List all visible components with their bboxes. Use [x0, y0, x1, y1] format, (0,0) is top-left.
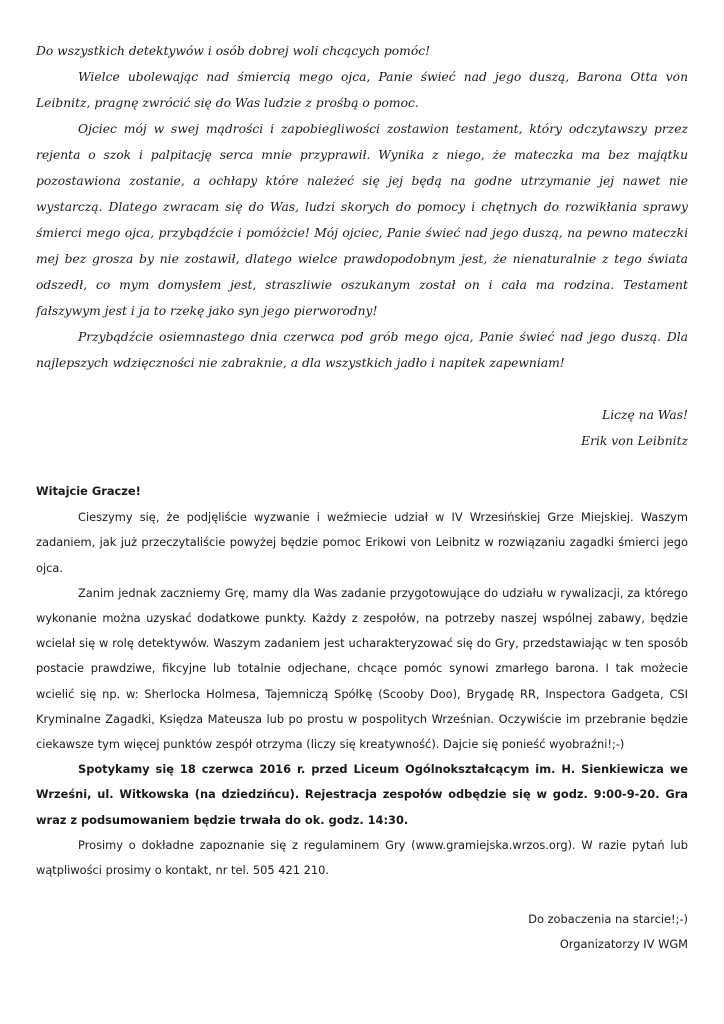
- announcement-closing: Do zobaczenia na starcie!;-): [528, 912, 688, 927]
- letter-paragraph: Wielce ubolewając nad śmiercią mego ojca, Panie świeć nad jego duszą, Barona Otta von Leibnitz, pragnę zwrócić się do Was ludzie z prośbą o pomoc.: [36, 70, 688, 110]
- announcement-signature-block: [36, 907, 688, 957]
- announcement-section: [36, 479, 688, 958]
- letter-salutation: Do wszystkich detektywów i osób dobrej woli chcących pomóc!: [36, 44, 431, 58]
- announcement-paragraph: Cieszymy się, że podjęliście wyzwanie i weźmiecie udział w IV Wrzesińskiej Grze Miejskiej. Waszym zadaniem, jak już przeczytaliście powyżej będzie pomoc Erikowi von Leibnitz w rozwiązaniu zagadki śmierci jego ojca.: [36, 510, 688, 575]
- announcement-heading: Witajcie Gracze!: [36, 484, 141, 498]
- letter-closing: Liczę na Was!: [602, 408, 688, 422]
- announcement-contact-info: Prosimy o dokładne zapoznanie się z regulaminem Gry (www.gramiejska.wrzos.org). W razie pytań lub wątpliwości prosimy o kontakt, nr tel. 505 421 210.: [36, 837, 688, 878]
- letter-section: [36, 38, 688, 454]
- letter-paragraph: Ojciec mój w swej mądrości i zapobiegliwości zostawion testament, który odczytawszy przez rejenta o szok i palpitację serca mnie przyprawił. Wynika z niego, że mateczka ma bez majątku pozostawiona zostanie, a ochłapy które należeć się jej będą na godne utrzymanie jej nawet nie wystarczą. Dlatego zwracam się do Was, ludzi skorych do pomocy i chętnych do rozwikłania sprawy śmierci mego ojca, przybądźcie i pomóżcie! Mój ojciec, Panie świeć nad jego duszą, na pewno mateczki mej bez grosza by nie zostawił, dlatego wielce prawdopodobnym jest, że nienaturalnie z tego świata odszedł, co mym domysłem jest, straszliwie oszukanym został on i cała ma rodzina. Testament fałszywym jest i ja to rzekę jako syn jego pierworodny!: [36, 122, 688, 318]
- letter-paragraph: Przybądźcie osiemnastego dnia czerwca pod grób mego ojca, Panie świeć nad jego duszą. Dla najlepszych wdzięczności nie zabraknie, a dla wszystkich jadło i napitek zapewniam!: [36, 330, 688, 370]
- announcement-meeting-info: Spotykamy się 18 czerwca 2016 r. przed Liceum Ogólnokształcącym im. H. Sienkiewicza we Wrześni, ul. Witkowska (na dziedzińcu). Rejestracja zespołów odbędzie się w godz. 9:00-9-20. Gra wraz z podsumowaniem będzie trwała do ok. godz. 14:30.: [36, 762, 688, 827]
- letter-signature: Erik von Leibnitz: [581, 434, 688, 448]
- announcement-signature: Organizatorzy IV WGM: [559, 937, 688, 952]
- announcement-paragraph: Zanim jednak zaczniemy Grę, mamy dla Was zadanie przygotowujące do udziału w rywalizacji, za którego wykonanie można uzyskać dodatkowe punkty. Każdy z zespołów, na potrzeby naszej wspólnej zabawy, będzie wcielał się w rolę detektywów. Waszym zadaniem jest ucharakteryzować się do Gry, przedstawiając w ten sposób postacie prawdziwe, fikcyjne lub totalnie odjechane, chcące pomóc synowi zmarłego barona. I tak możecie wcielić się np. w: Sherlocka Holmesa, Tajemniczą Spółkę (Scooby Doo), Brygadę RR, Inspectora Gadgeta, CSI Kryminalne Zagadki, Księdza Mateusza lub po prostu w pospolitych Wrześnian. Oczywiście im przebranie będzie ciekawsze tym więcej punktów zespół otrzyma (liczy się kreatywność). Dajcie się ponieść wyobraźni!;-): [36, 585, 688, 752]
- letter-signature-block: [36, 402, 688, 454]
